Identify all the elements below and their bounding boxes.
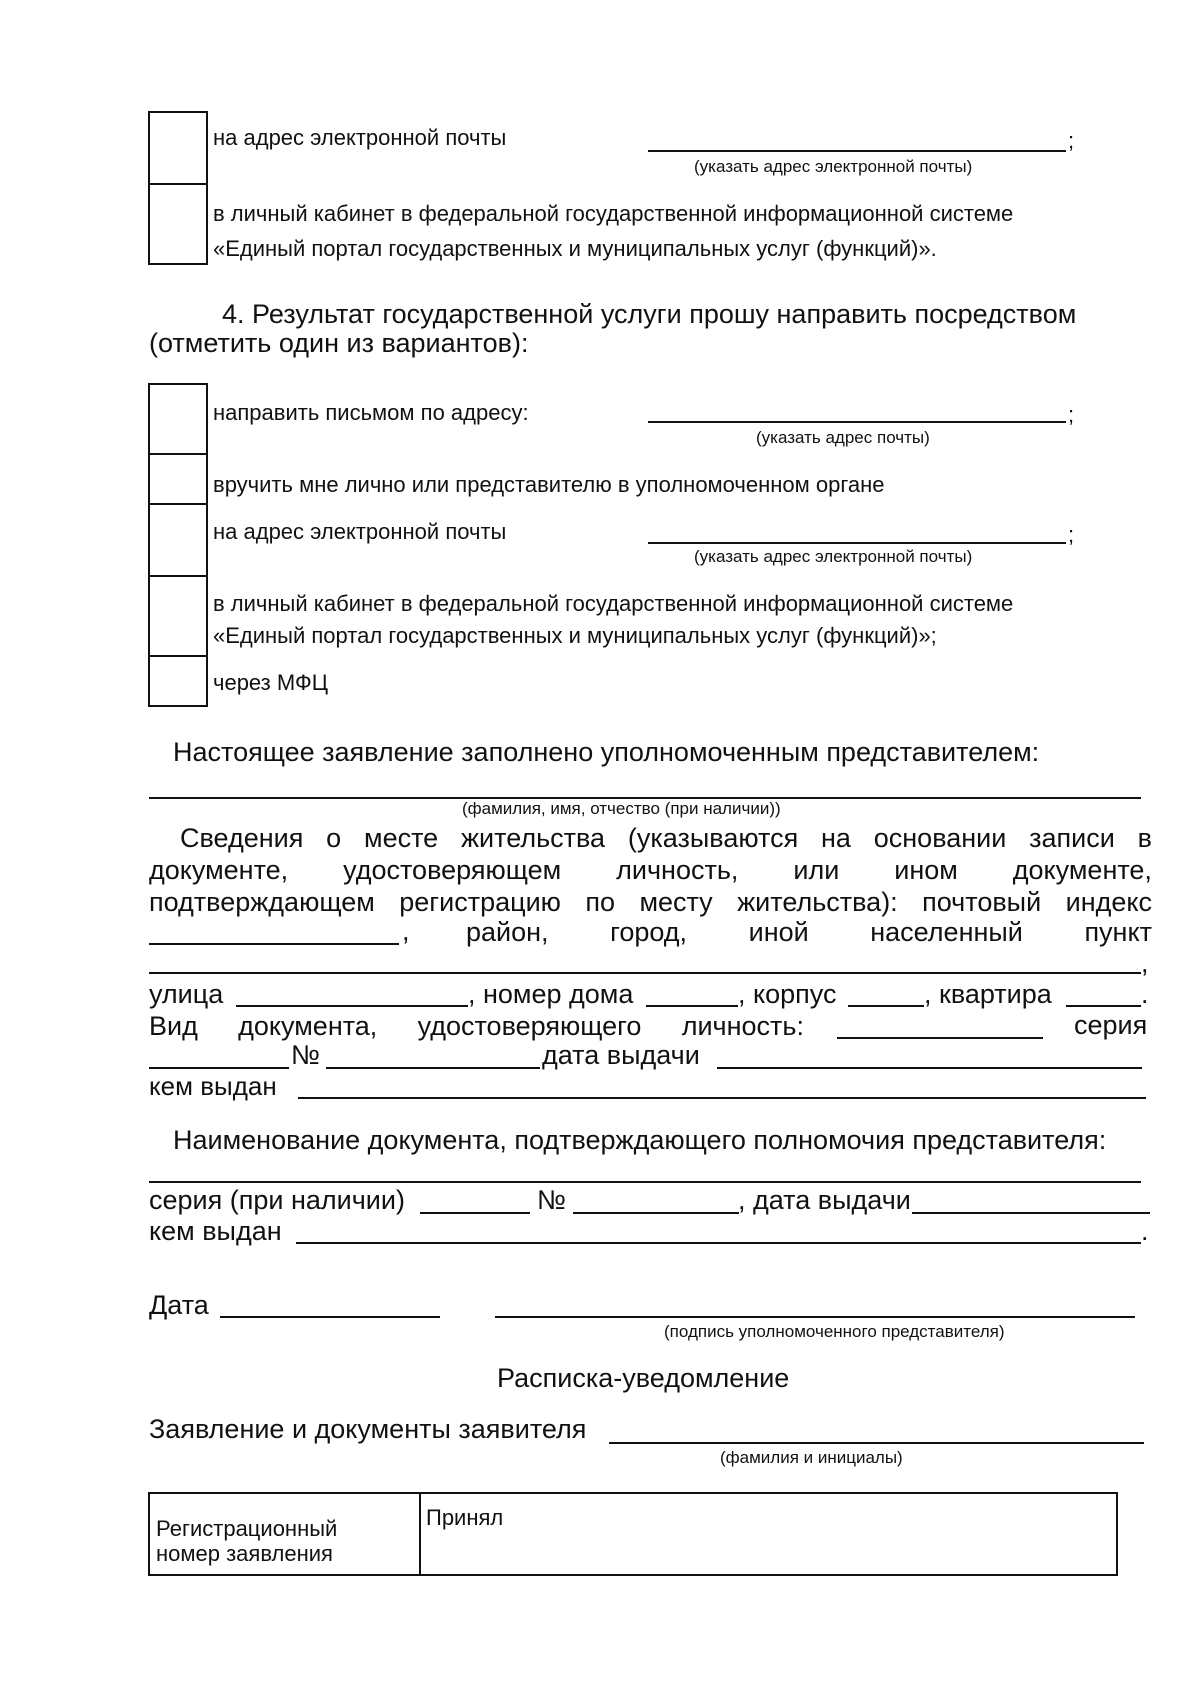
auth-series-label: серия (при наличии)	[149, 1185, 405, 1215]
id-number-line[interactable]	[326, 1067, 540, 1069]
checkbox-cabinet-top[interactable]	[148, 183, 208, 265]
house-line[interactable]	[646, 1005, 738, 1007]
auth-issued-by-label: кем выдан	[149, 1216, 282, 1246]
postal-code-line[interactable]	[149, 943, 399, 945]
applicant-name-line[interactable]	[609, 1442, 1144, 1444]
comma: ,	[402, 916, 410, 946]
building-label: , корпус	[738, 979, 837, 1009]
id-series-line[interactable]	[149, 1067, 289, 1069]
apartment-line[interactable]	[1066, 1005, 1141, 1007]
series-label: серия	[1074, 1010, 1148, 1040]
signature-line[interactable]	[495, 1316, 1135, 1318]
id-doc-type-line[interactable]	[837, 1037, 1043, 1039]
auth-number-label: №	[537, 1185, 566, 1215]
residence-line1: Сведения о месте жительства (указываются на основании записи в	[180, 823, 1152, 853]
apartment-label: , квартира	[924, 979, 1052, 1009]
street-label: улица	[149, 979, 224, 1009]
id-doc-line: Вид документа, удостоверяющего личность:	[149, 1011, 804, 1041]
cabinet-option-line1: в личный кабинет в федеральной государственной информационной системе	[213, 201, 1014, 226]
issued-by-label: кем выдан	[149, 1071, 277, 1101]
authority-heading: Наименование документа, подтверждающего полномочия представителя:	[173, 1125, 1107, 1155]
residence-line3: подтверждающем регистрацию по месту жительства): почтовый индекс	[149, 887, 1152, 917]
date-line[interactable]	[220, 1316, 440, 1318]
building-line[interactable]	[848, 1005, 924, 1007]
checkbox-result-personal[interactable]	[148, 453, 208, 505]
checkbox-result-mfc[interactable]	[148, 655, 208, 707]
period: .	[1141, 979, 1149, 1009]
representative-name-hint: (фамилия, имя, отчество (при наличии))	[462, 799, 781, 818]
email-result-label: на адрес электронной почты	[213, 519, 507, 544]
auth-number-line[interactable]	[573, 1212, 739, 1214]
cabinet-result-line2: «Единый портал государственных и муниципальных услуг (функций)»;	[213, 623, 937, 648]
auth-date-line[interactable]	[912, 1212, 1150, 1214]
residence-line2: документе, удостоверяющем личность, или ином документе,	[149, 855, 1152, 885]
id-issue-date-line[interactable]	[717, 1067, 1142, 1069]
authority-doc-line[interactable]	[149, 1181, 1141, 1183]
reg-number-label-line2: номер заявления	[156, 1541, 333, 1566]
locality-line[interactable]	[149, 972, 1141, 974]
email-option-label: на адрес электронной почты	[213, 125, 507, 150]
number-label: №	[291, 1040, 320, 1070]
auth-date-label: , дата выдачи	[738, 1185, 911, 1215]
semicolon: ;	[1068, 522, 1075, 547]
applicant-label: Заявление и документы заявителя	[149, 1414, 587, 1444]
mail-address-line[interactable]	[648, 421, 1066, 423]
issue-date-label: дата выдачи	[542, 1040, 700, 1070]
house-label: , номер дома	[468, 979, 634, 1009]
id-issued-by-line[interactable]	[298, 1097, 1146, 1099]
applicant-hint: (фамилия и инициалы)	[720, 1448, 903, 1467]
reg-number-label-line1: Регистрационный	[156, 1516, 338, 1541]
period: .	[1141, 1216, 1149, 1246]
mail-address-hint: (указать адрес почты)	[756, 428, 930, 447]
auth-issued-by-line[interactable]	[296, 1242, 1141, 1244]
checkbox-result-mail[interactable]	[148, 383, 208, 455]
date-label: Дата	[149, 1290, 209, 1320]
auth-series-line[interactable]	[420, 1212, 530, 1214]
semicolon: ;	[1068, 128, 1075, 153]
cabinet-result-line1: в личный кабинет в федеральной государственной информационной системе	[213, 591, 1014, 616]
email-input-line[interactable]	[648, 150, 1066, 152]
email-result-hint: (указать адрес электронной почты)	[694, 547, 973, 566]
mfc-option-label: через МФЦ	[213, 670, 328, 695]
residence-line4: район, город, иной населенный пункт	[466, 917, 1152, 947]
email-hint: (указать адрес электронной почты)	[694, 157, 973, 176]
section4-heading-line2: (отметить один из вариантов):	[149, 328, 529, 358]
checkbox-result-cabinet[interactable]	[148, 575, 208, 657]
email-result-line[interactable]	[648, 542, 1066, 544]
section4-heading-line1: 4. Результат государственной услуги прошу направить посредством	[222, 299, 1077, 329]
receipt-title: Расписка-уведомление	[497, 1363, 790, 1393]
mail-option-label: направить письмом по адресу:	[213, 400, 529, 425]
checkbox-email-top[interactable]	[148, 111, 208, 185]
semicolon: ;	[1068, 402, 1075, 427]
checkbox-result-email[interactable]	[148, 503, 208, 577]
accepted-label: Принял	[426, 1505, 504, 1530]
representative-heading: Настоящее заявление заполнено уполномоченным представителем:	[173, 737, 1040, 767]
street-line[interactable]	[236, 1005, 468, 1007]
signature-hint: (подпись уполномоченного представителя)	[664, 1322, 1005, 1341]
cabinet-option-line2: «Единый портал государственных и муниципальных услуг (функций)».	[213, 236, 937, 261]
personal-option-label: вручить мне лично или представителю в уполномоченном органе	[213, 472, 885, 497]
comma: ,	[1141, 948, 1149, 978]
receipt-table-divider	[419, 1492, 421, 1576]
